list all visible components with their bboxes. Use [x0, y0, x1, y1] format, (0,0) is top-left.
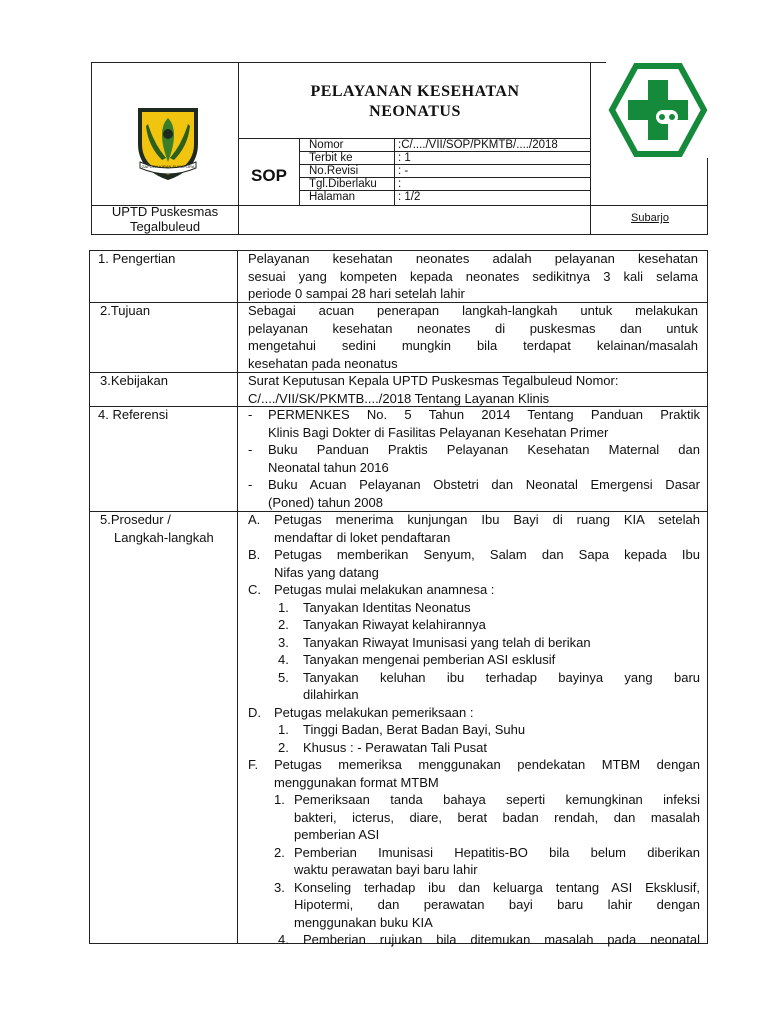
text-line: pelayanan kesehatan neonates di puskesmas dan untuk	[248, 320, 698, 336]
puskesmas-logo	[606, 62, 710, 158]
step-text: Petugas menerima kunjungan Ibu Bayi di ruang KIA setelah	[274, 512, 700, 527]
substep-marker: 2.	[274, 844, 285, 860]
step-marker: F.	[248, 757, 259, 772]
meta-value-terbit: : 1	[398, 152, 411, 164]
meta-key-revisi: No.Revisi	[309, 165, 359, 177]
text-line: periode 0 sampai 28 hari setelah lahir	[248, 286, 465, 301]
substep-marker: 4.	[278, 932, 289, 947]
label-line: Langkah-langkah	[114, 529, 214, 545]
section-list-prosedur	[248, 511, 700, 947]
step-marker: C.	[248, 582, 261, 597]
section-list-referensi	[248, 406, 700, 511]
substep-marker: 1.	[278, 722, 289, 737]
section-label-prosedur	[100, 511, 214, 546]
reference-item: Klinis Bagi Dokter di Fasilitas Pelayanan Kesehatan Primer	[268, 424, 609, 440]
text-line: sesuai yang kompeten kepada neonates sedikitnya 3 kali selama	[248, 268, 698, 284]
logo-motto: GAPURA KIRAN SUKAPURA	[141, 164, 195, 169]
meta-value-revisi: : -	[398, 165, 409, 177]
substep-marker: 2.	[278, 617, 289, 632]
unit-line-1: UPTD Puskesmas	[111, 204, 219, 219]
step-text: Nifas yang datang	[274, 564, 379, 580]
title-line-2: NEONATUS	[369, 103, 461, 120]
text-line: Sebagai acuan penerapan langkah-langkah untuk melakukan	[248, 303, 698, 318]
meta-value-halaman: : 1/2	[398, 191, 421, 203]
meta-key-tgl: Tgl.Diberlaku	[309, 178, 377, 190]
meta-value-nomor: :C/..../VII/SOP/PKMTB/..../2018	[398, 139, 558, 151]
substep-marker: 5.	[278, 669, 289, 685]
substep-marker: 4.	[278, 652, 289, 667]
meta-key-nomor: Nomor	[309, 139, 344, 151]
substep-marker: 2.	[278, 739, 289, 755]
substep-marker: 1.	[278, 599, 289, 615]
substep-text: Tanyakan Riwayat kelahirannya	[303, 617, 486, 632]
text-line: C/..../VII/SK/PKMTB..../2018 Tentang Layanan Klinis	[248, 390, 550, 406]
substep-text: dilahirkan	[303, 687, 359, 702]
substep-marker: 1.	[274, 792, 285, 807]
substep-text: Tanyakan keluhan ibu terhadap bayinya yang baru	[303, 669, 700, 685]
reference-item: Buku Acuan Pelayanan Obstetri dan Neonatal Emergensi Dasar	[268, 477, 700, 492]
substep-text: Tanyakan mengenai pemberian ASI esklusif	[303, 652, 556, 667]
substep-text: pemberian ASI	[294, 827, 380, 842]
bullet-dash: -	[248, 442, 253, 457]
section-label-tujuan: 2.Tujuan	[100, 303, 151, 318]
substep-text: Pemberian rujukan bila ditemukan masalah pada neonatal	[303, 932, 700, 947]
substep-text: waktu perawatan bayi baru lahir	[294, 862, 478, 877]
substep-text: bakteri, icterus, diare, berat badan rendah, dan masalah	[294, 809, 700, 825]
text-line: kesehatan pada neonatus	[248, 355, 398, 371]
substep-text: Pemeriksaan tanda bahaya seperti kemungkinan infeksi	[294, 792, 700, 807]
sop-label: SOP	[251, 166, 287, 185]
text-line: Pelayanan kesehatan neonates adalah pelayanan kesehatan	[248, 251, 698, 266]
step-text: Petugas memberikan Senyum, Salam dan Sapa kepada Ibu	[274, 547, 700, 562]
step-marker: A.	[248, 512, 261, 527]
step-text: menggunakan format MTBM	[274, 774, 439, 790]
step-text: Petugas mulai melakukan anamnesa :	[274, 582, 495, 597]
substep-text: Tanyakan Identitas Neonatus	[303, 599, 471, 615]
step-text: mendaftar di loket pendaftaran	[274, 529, 451, 545]
step-text: Petugas melakukan pemeriksaan :	[274, 704, 474, 720]
step-marker: D.	[248, 704, 261, 720]
substep-text: Konseling terhadap ibu dan keluarga tentang ASI Eksklusif,	[294, 879, 700, 895]
meta-key-terbit: Terbit ke	[309, 152, 353, 164]
document-title	[240, 82, 590, 122]
section-label-kebijakan: 3.Kebijakan	[100, 373, 168, 388]
meta-key-halaman: Halaman	[309, 191, 356, 203]
step-marker: B.	[248, 547, 261, 562]
title-line-1: PELAYANAN KESEHATAN	[310, 83, 520, 100]
regency-logo	[132, 104, 204, 184]
reference-item: Neonatal tahun 2016	[268, 459, 389, 475]
substep-text: Khusus : - Perawatan Tali Pusat	[303, 739, 488, 755]
section-label-pengertian: 1. Pengertian	[98, 251, 176, 266]
unit-name	[92, 204, 238, 234]
substep-marker: 3.	[278, 634, 289, 650]
meta-value-tgl: :	[398, 178, 402, 190]
step-text: Petugas memeriksa menggunakan pendekatan MTBM dengan	[274, 757, 700, 772]
substep-text: Tanyakan Riwayat Imunisasi yang telah di berikan	[303, 634, 591, 650]
bullet-dash: -	[248, 407, 253, 422]
reference-item: Buku Panduan Praktis Pelayanan Kesehatan Maternal dan	[268, 442, 700, 457]
substep-text: Tinggi Badan, Berat Badan Bayi, Suhu	[303, 722, 526, 737]
reference-item: PERMENKES No. 5 Tahun 2014 Tentang Panduan Praktik	[268, 407, 700, 422]
reference-item: (Poned) tahun 2008	[268, 494, 383, 510]
bullet-dash: -	[248, 477, 253, 492]
label-line: 5.Prosedur /	[100, 512, 171, 527]
substep-text: Pemberian Imunisasi Hepatitis-BO bila belum diberikan	[294, 844, 700, 860]
substep-text: Hipotermi, dan perawatan bayi baru lahir dengan	[294, 897, 700, 912]
substep-text: menggunakan buku KIA	[294, 914, 433, 930]
substep-marker: 3.	[274, 879, 285, 895]
text-line: Surat Keputusan Kepala UPTD Puskesmas Tegalbuleud Nomor:	[248, 373, 619, 388]
section-label-referensi: 4. Referensi	[98, 407, 169, 422]
signatory-name: Subarjo	[631, 212, 669, 224]
unit-line-2: Tegalbuleud	[129, 219, 201, 234]
text-line: mengetahui sedini mungkin bila terdapat kelainan/masalah	[248, 338, 698, 353]
